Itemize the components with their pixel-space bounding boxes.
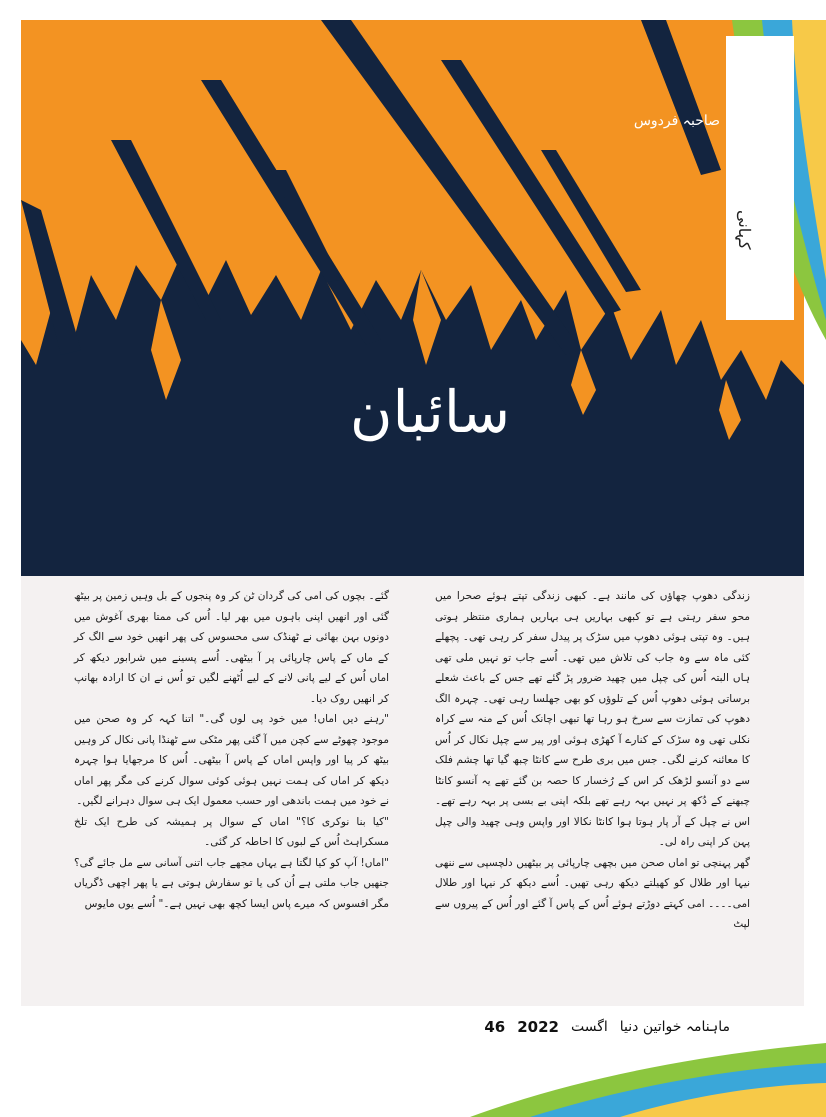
- brush-strokes-illustration: [21, 20, 804, 576]
- author-name: صاحبہ فردوس: [633, 113, 720, 129]
- issue-month: اگست: [570, 1019, 608, 1035]
- text-column-left: [74, 586, 389, 914]
- magazine-name: ماہنامہ خواتین دنیا: [619, 1019, 730, 1035]
- issue-year: 2022: [517, 1018, 559, 1036]
- paragraph: زندگی دھوپ چھاؤں کی مانند ہے۔ کبھی زندگی تپتے ہوئے صحرا میں محو سفر رہتی ہے تو کبھی بہاریں ہی بہاریں ہماری منتظر ہوتی ہیں۔ وہ تپتی ہوئی دھوپ میں سڑک پر پیدل سفر کر رہی تھی۔ پچھلے کئی ماہ سے وہ جاب کی تلاش میں تھی۔ اُسے جاب تو نہیں ملی تھی ہاں البتہ اُس کی چپل میں چھید ضرور پڑ گئے تھے جس کے باعث شعلے برساتی ہوئی دھوپ اُس کے تلوؤں کو بھی جھلسا رہی تھی۔ چہرہ الگ دھوپ کی تمازت سے سرخ ہو رہا تھا تبھی اچانک اُس کے منہ سے کراہ نکلی تھی وہ سڑک کے کنارے آ کھڑی ہوئی اور پیر سے چپل نکال کر اُس کا معائنہ کرنے لگی۔ جس میں بری طرح سے کانٹا چبھ گیا تھا چشم فلک سے دو آنسو لڑھک کر اس کے رُخسار کا حصہ بن گئے تھے یہ آنسو کانٹا چبھنے کے دُکھ پر نہیں بہہ رہے تھے بلکہ اپنی بے بسی پر بہہ رہے تھے۔ اس نے چپل کے آر پار ہوتا ہوا کانٹا نکالا اور واپس وہی چھید والی چپل پہن کر اپنی راہ لی۔: [435, 590, 750, 848]
- decorative-leaves-bottom: [470, 1043, 826, 1117]
- genre-label: کہانی: [735, 210, 754, 250]
- page-number: 46: [484, 1018, 506, 1036]
- paragraph: گھر پہنچی تو اماں صحن میں بچھی چارپائی پر بیٹھیں دلچسپی سے ننھی نیہا اور طلال کو کھیلتے دیکھ رہی تھیں۔ اُسے دیکھ کر نیہا اور طلال امی۔۔۔۔ امی کہتے دوڑتے ہوئے اُس کے پاس آ گئے اور اُس کے پیروں سے لپٹ: [435, 856, 750, 930]
- page-footer: [480, 1010, 730, 1044]
- paragraph: "کیا بنا نوکری کا؟" اماں کے سوال پر ہمیشہ کی طرح ایک تلخ مسکراہٹ اُس کے لبوں کا احاطہ کر گئی۔: [74, 815, 389, 848]
- cover-banner: [21, 20, 804, 576]
- text-column-right: [435, 586, 750, 935]
- paragraph: "اماں! آپ کو کیا لگتا ہے یہاں مجھے جاب اتنی آسانی سے مل جائے گی؟ جنھیں جاب ملتی ہے اُن کی یا تو سفارش ہوتی ہے یا پھر اچھی ڈگریاں مگر افسوس کہ میرے پاس ایسا کچھ بھی نہیں ہے۔" اُسے یوں مایوس: [74, 856, 389, 910]
- article-body: [21, 576, 804, 1006]
- story-title: سائبان: [349, 378, 511, 446]
- paragraph: "رہنے دیں اماں! میں خود پی لوں گی۔" اتنا کہہ کر وہ صحن میں موجود چھوٹے سے کچن میں آ گئی پھر مٹکی سے ٹھنڈا پانی نکال کر وہیں بیٹھ کر پیا اور واپس اماں کے پاس آ بیٹھی۔ اُس کا مرجھایا ہوا چہرہ دیکھ کر اماں کی ہمت نہیں ہوئی کوئی سوال کرنے کی مگر پھر اماں نے خود میں ہمت باندھی اور حسب معمول ایک ہی سوال دہرانے لگیں۔: [74, 713, 389, 807]
- paragraph: گئے۔ بچوں کی امی کی گردان ٹن کر وہ پنجوں کے بل وہیں زمین پر بیٹھ گئی اور انھیں اپنی باہوں میں بھر لیا۔ اُس کی ممتا بھری آغوش میں دونوں بہن بھائی نے ٹھنڈک سی محسوس کی پھر انھیں خود سے الگ کر کے ماں کے پاس چارپائی پر آ بیٹھی۔ اُسے پسینے میں شرابور دیکھ کر اماں اُس کے لیے پانی لانے کے لیے اُٹھنے لگیں تو اُس نے ان کا ارادہ بھانپ کر انھیں روک دیا۔: [74, 590, 389, 705]
